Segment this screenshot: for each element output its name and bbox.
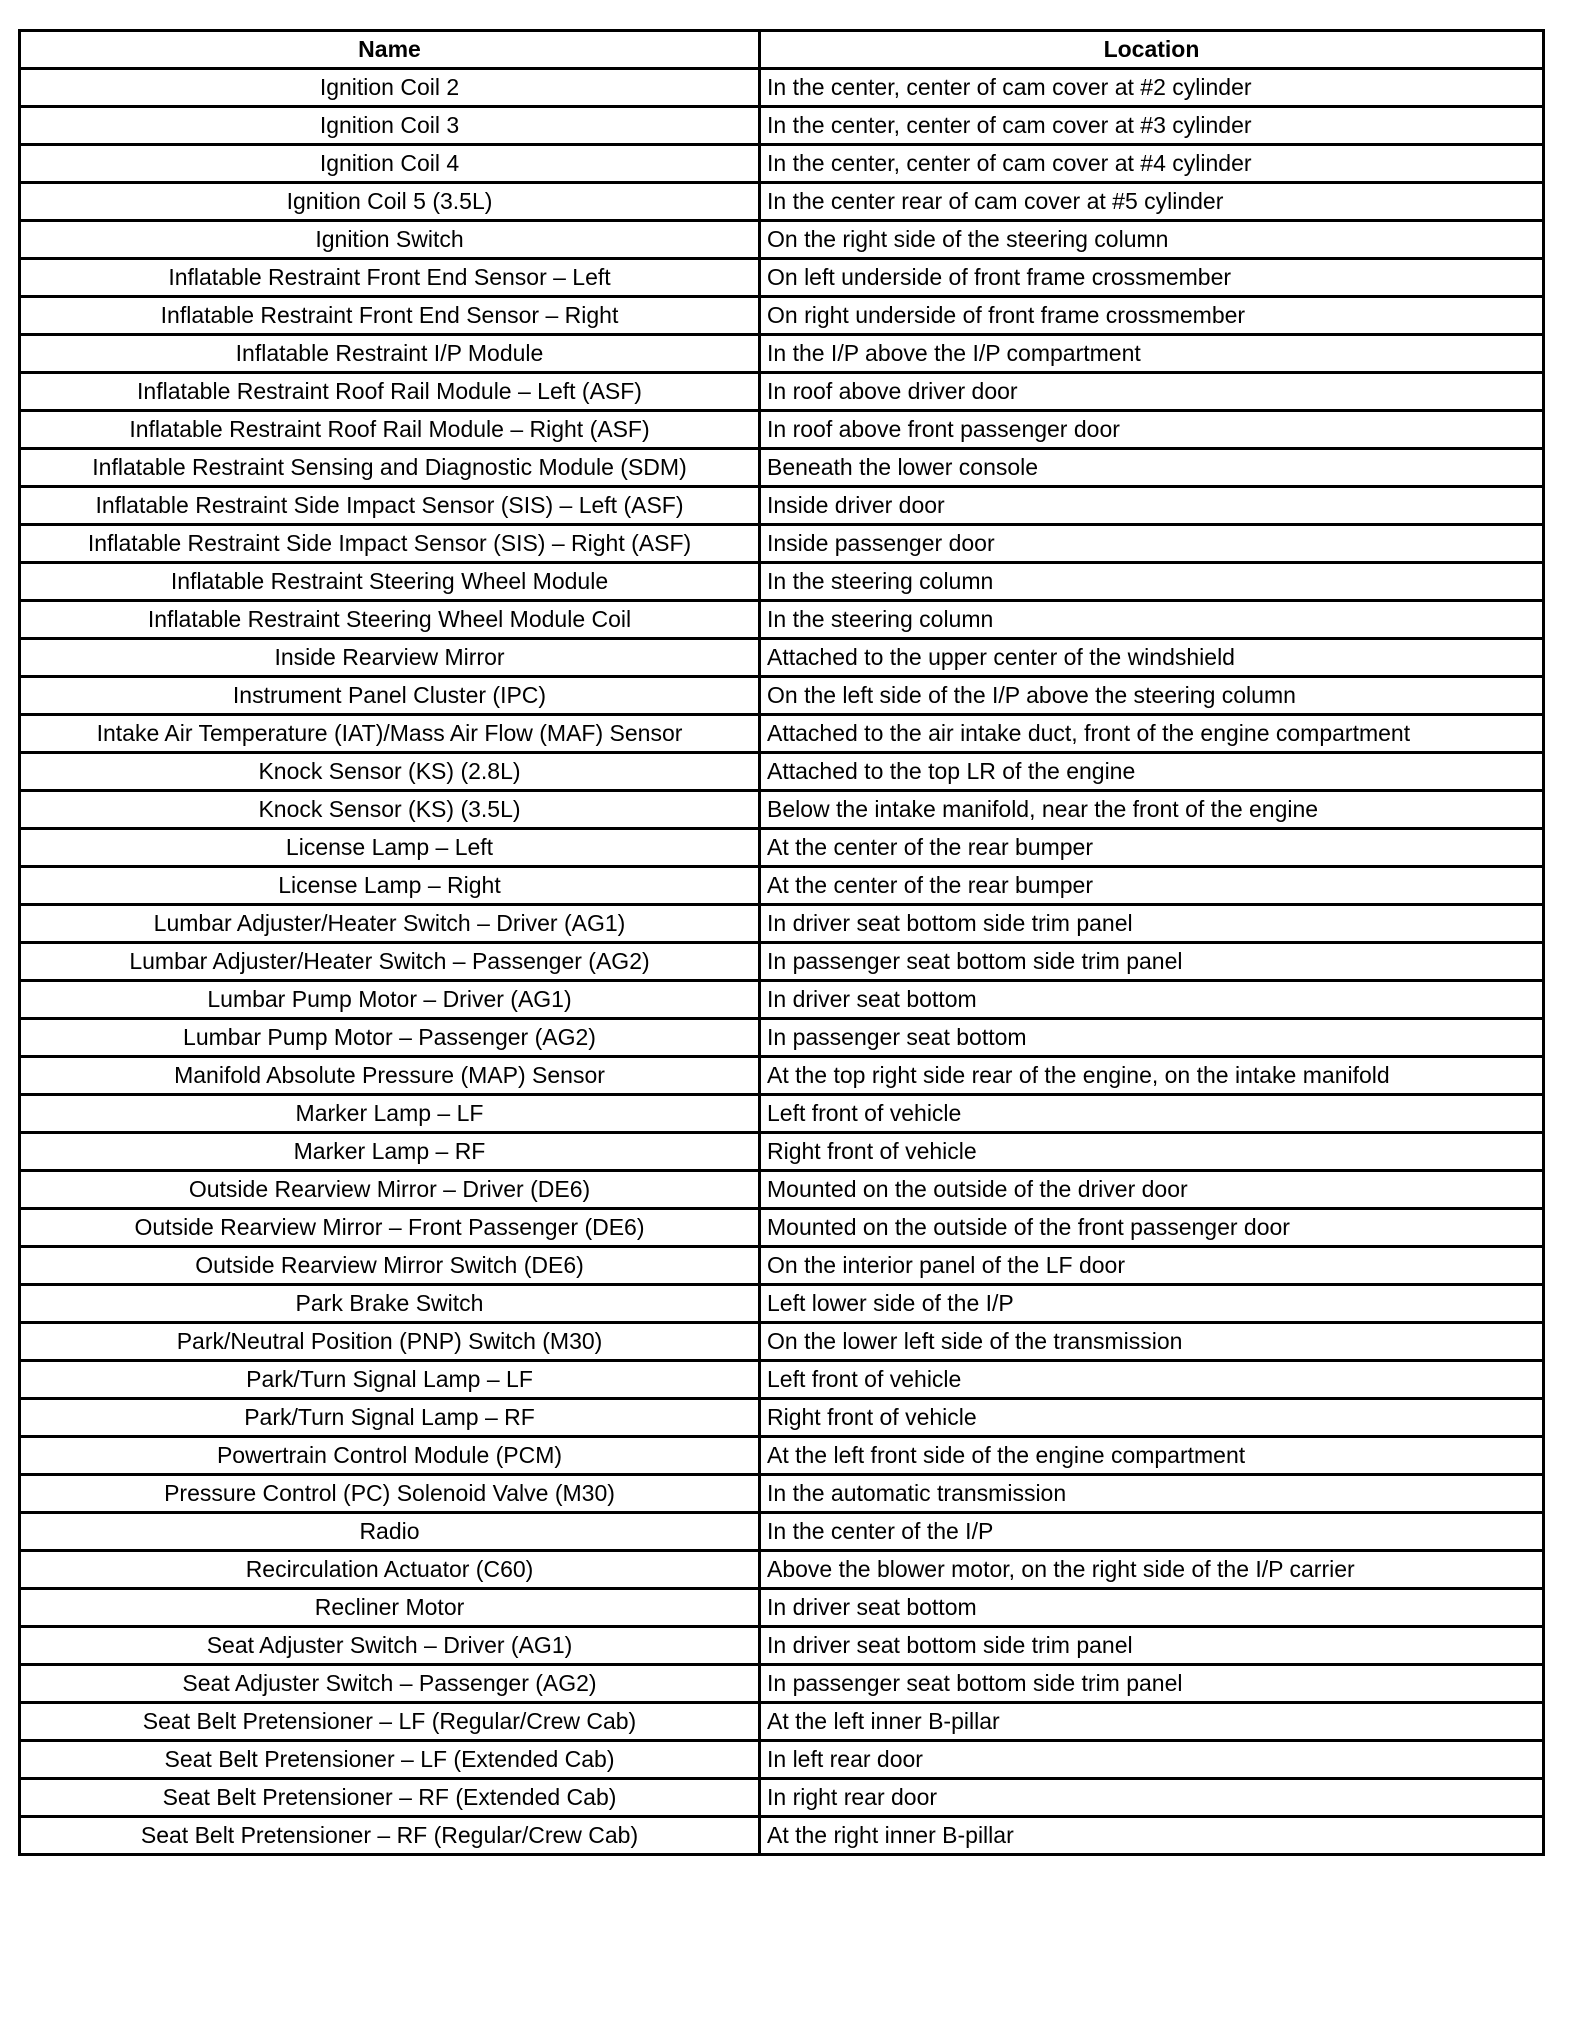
component-location-cell: At the center of the rear bumper (760, 829, 1544, 867)
table-row (20, 1019, 1544, 1057)
table-row (20, 1285, 1544, 1323)
component-location-cell: In the I/P above the I/P compartment (760, 335, 1544, 373)
component-name-cell: Ignition Coil 4 (20, 145, 760, 183)
component-location-cell: In roof above front passenger door (760, 411, 1544, 449)
component-location-cell: In the steering column (760, 563, 1544, 601)
table-row (20, 639, 1544, 677)
component-name-cell: Ignition Coil 5 (3.5L) (20, 183, 760, 221)
table-row (20, 1247, 1544, 1285)
component-location-cell: In the steering column (760, 601, 1544, 639)
component-location-cell: Below the intake manifold, near the front of the engine (760, 791, 1544, 829)
component-name-cell: Outside Rearview Mirror – Front Passenger (DE6) (20, 1209, 760, 1247)
component-name-cell: Radio (20, 1513, 760, 1551)
component-location-cell: On right underside of front frame crossmember (760, 297, 1544, 335)
table-row (20, 107, 1544, 145)
component-name-cell: Inflatable Restraint Side Impact Sensor (SIS) – Left (ASF) (20, 487, 760, 525)
component-location-cell: Attached to the top LR of the engine (760, 753, 1544, 791)
component-location-table (18, 29, 1545, 1856)
table-row (20, 1665, 1544, 1703)
component-location-cell: Inside passenger door (760, 525, 1544, 563)
component-location-cell: In passenger seat bottom side trim panel (760, 943, 1544, 981)
component-name-cell: Intake Air Temperature (IAT)/Mass Air Flow (MAF) Sensor (20, 715, 760, 753)
table-row (20, 449, 1544, 487)
component-location-cell: In left rear door (760, 1741, 1544, 1779)
component-location-cell: In driver seat bottom side trim panel (760, 905, 1544, 943)
component-name-cell: Instrument Panel Cluster (IPC) (20, 677, 760, 715)
header-row (20, 31, 1544, 69)
component-name-cell: Ignition Coil 3 (20, 107, 760, 145)
component-location-cell: In passenger seat bottom side trim panel (760, 1665, 1544, 1703)
component-location-cell: In the center rear of cam cover at #5 cylinder (760, 183, 1544, 221)
component-name-cell: Seat Adjuster Switch – Passenger (AG2) (20, 1665, 760, 1703)
component-name-cell: Powertrain Control Module (PCM) (20, 1437, 760, 1475)
table-row (20, 487, 1544, 525)
table-row (20, 411, 1544, 449)
component-name-cell: Inflatable Restraint Side Impact Sensor (SIS) – Right (ASF) (20, 525, 760, 563)
table-row (20, 183, 1544, 221)
table-header (20, 31, 1544, 69)
table-row (20, 1779, 1544, 1817)
table-row (20, 1627, 1544, 1665)
component-location-cell: Attached to the upper center of the windshield (760, 639, 1544, 677)
component-name-cell: Pressure Control (PC) Solenoid Valve (M30) (20, 1475, 760, 1513)
table-row (20, 1437, 1544, 1475)
table-row (20, 867, 1544, 905)
component-name-cell: License Lamp – Right (20, 867, 760, 905)
component-location-cell: Mounted on the outside of the driver door (760, 1171, 1544, 1209)
table-row (20, 297, 1544, 335)
component-location-cell: On the interior panel of the LF door (760, 1247, 1544, 1285)
table-row (20, 69, 1544, 107)
component-location-cell: On the right side of the steering column (760, 221, 1544, 259)
component-name-cell: Lumbar Adjuster/Heater Switch – Driver (AG1) (20, 905, 760, 943)
component-name-cell: Inflatable Restraint Front End Sensor – Right (20, 297, 760, 335)
component-location-cell: Left front of vehicle (760, 1361, 1544, 1399)
component-name-cell: Seat Belt Pretensioner – LF (Extended Cab) (20, 1741, 760, 1779)
component-location-cell: In the automatic transmission (760, 1475, 1544, 1513)
location-column-header: Location (760, 31, 1544, 69)
component-location-cell: Right front of vehicle (760, 1133, 1544, 1171)
component-name-cell: Inflatable Restraint I/P Module (20, 335, 760, 373)
component-location-table-wrapper (18, 29, 1542, 1856)
component-location-cell: Left lower side of the I/P (760, 1285, 1544, 1323)
component-location-cell: Attached to the air intake duct, front of the engine compartment (760, 715, 1544, 753)
table-row (20, 1817, 1544, 1855)
component-location-cell: On the left side of the I/P above the steering column (760, 677, 1544, 715)
component-location-cell: In driver seat bottom (760, 981, 1544, 1019)
component-location-cell: In roof above driver door (760, 373, 1544, 411)
table-row (20, 1513, 1544, 1551)
component-name-cell: Ignition Coil 2 (20, 69, 760, 107)
component-location-cell: Mounted on the outside of the front passenger door (760, 1209, 1544, 1247)
component-name-cell: Knock Sensor (KS) (3.5L) (20, 791, 760, 829)
table-row (20, 1589, 1544, 1627)
component-location-cell: At the right inner B-pillar (760, 1817, 1544, 1855)
table-row (20, 259, 1544, 297)
component-location-cell: At the top right side rear of the engine, on the intake manifold (760, 1057, 1544, 1095)
name-column-header: Name (20, 31, 760, 69)
component-name-cell: Park/Turn Signal Lamp – LF (20, 1361, 760, 1399)
table-row (20, 753, 1544, 791)
component-location-cell: In the center, center of cam cover at #3 cylinder (760, 107, 1544, 145)
component-location-cell: In driver seat bottom (760, 1589, 1544, 1627)
component-name-cell: Seat Adjuster Switch – Driver (AG1) (20, 1627, 760, 1665)
component-name-cell: Park/Neutral Position (PNP) Switch (M30) (20, 1323, 760, 1361)
component-name-cell: Outside Rearview Mirror – Driver (DE6) (20, 1171, 760, 1209)
table-row (20, 563, 1544, 601)
component-location-cell: At the left front side of the engine compartment (760, 1437, 1544, 1475)
component-name-cell: Inflatable Restraint Front End Sensor – Left (20, 259, 760, 297)
component-name-cell: Recirculation Actuator (C60) (20, 1551, 760, 1589)
table-row (20, 981, 1544, 1019)
component-name-cell: License Lamp – Left (20, 829, 760, 867)
component-name-cell: Knock Sensor (KS) (2.8L) (20, 753, 760, 791)
component-name-cell: Ignition Switch (20, 221, 760, 259)
table-row (20, 1209, 1544, 1247)
component-location-cell: On left underside of front frame crossmember (760, 259, 1544, 297)
table-row (20, 677, 1544, 715)
component-location-cell: Above the blower motor, on the right side of the I/P carrier (760, 1551, 1544, 1589)
component-location-cell: In the center, center of cam cover at #2 cylinder (760, 69, 1544, 107)
table-row (20, 1133, 1544, 1171)
component-location-cell: At the center of the rear bumper (760, 867, 1544, 905)
table-row (20, 1171, 1544, 1209)
component-location-cell: Beneath the lower console (760, 449, 1544, 487)
component-location-cell: In passenger seat bottom (760, 1019, 1544, 1057)
table-row (20, 905, 1544, 943)
component-location-cell: In the center of the I/P (760, 1513, 1544, 1551)
table-row (20, 525, 1544, 563)
table-row (20, 221, 1544, 259)
table-row (20, 1703, 1544, 1741)
component-name-cell: Manifold Absolute Pressure (MAP) Sensor (20, 1057, 760, 1095)
component-name-cell: Lumbar Adjuster/Heater Switch – Passenger (AG2) (20, 943, 760, 981)
table-row (20, 715, 1544, 753)
component-name-cell: Inflatable Restraint Sensing and Diagnostic Module (SDM) (20, 449, 760, 487)
component-name-cell: Park Brake Switch (20, 1285, 760, 1323)
component-name-cell: Marker Lamp – LF (20, 1095, 760, 1133)
component-name-cell: Inflatable Restraint Roof Rail Module – Right (ASF) (20, 411, 760, 449)
table-row (20, 1057, 1544, 1095)
component-location-cell: In right rear door (760, 1779, 1544, 1817)
table-row (20, 943, 1544, 981)
component-name-cell: Park/Turn Signal Lamp – RF (20, 1399, 760, 1437)
table-row (20, 1475, 1544, 1513)
component-name-cell: Inside Rearview Mirror (20, 639, 760, 677)
component-location-cell: In driver seat bottom side trim panel (760, 1627, 1544, 1665)
component-name-cell: Lumbar Pump Motor – Passenger (AG2) (20, 1019, 760, 1057)
component-location-cell: Inside driver door (760, 487, 1544, 525)
table-row (20, 1551, 1544, 1589)
component-location-cell: Left front of vehicle (760, 1095, 1544, 1133)
component-location-cell: At the left inner B-pillar (760, 1703, 1544, 1741)
table-row (20, 829, 1544, 867)
table-row (20, 1323, 1544, 1361)
component-location-cell: Right front of vehicle (760, 1399, 1544, 1437)
component-name-cell: Inflatable Restraint Roof Rail Module – Left (ASF) (20, 373, 760, 411)
component-name-cell: Inflatable Restraint Steering Wheel Module (20, 563, 760, 601)
table-row (20, 791, 1544, 829)
component-name-cell: Inflatable Restraint Steering Wheel Module Coil (20, 601, 760, 639)
table-body (20, 69, 1544, 1855)
table-row (20, 145, 1544, 183)
component-name-cell: Seat Belt Pretensioner – RF (Extended Cab) (20, 1779, 760, 1817)
component-name-cell: Seat Belt Pretensioner – RF (Regular/Crew Cab) (20, 1817, 760, 1855)
table-row (20, 601, 1544, 639)
table-row (20, 373, 1544, 411)
component-name-cell: Marker Lamp – RF (20, 1133, 760, 1171)
component-name-cell: Lumbar Pump Motor – Driver (AG1) (20, 981, 760, 1019)
table-row (20, 1095, 1544, 1133)
table-row (20, 1399, 1544, 1437)
component-name-cell: Recliner Motor (20, 1589, 760, 1627)
component-location-cell: On the lower left side of the transmission (760, 1323, 1544, 1361)
component-location-cell: In the center, center of cam cover at #4 cylinder (760, 145, 1544, 183)
component-name-cell: Outside Rearview Mirror Switch (DE6) (20, 1247, 760, 1285)
table-row (20, 1741, 1544, 1779)
component-name-cell: Seat Belt Pretensioner – LF (Regular/Crew Cab) (20, 1703, 760, 1741)
table-row (20, 335, 1544, 373)
table-row (20, 1361, 1544, 1399)
